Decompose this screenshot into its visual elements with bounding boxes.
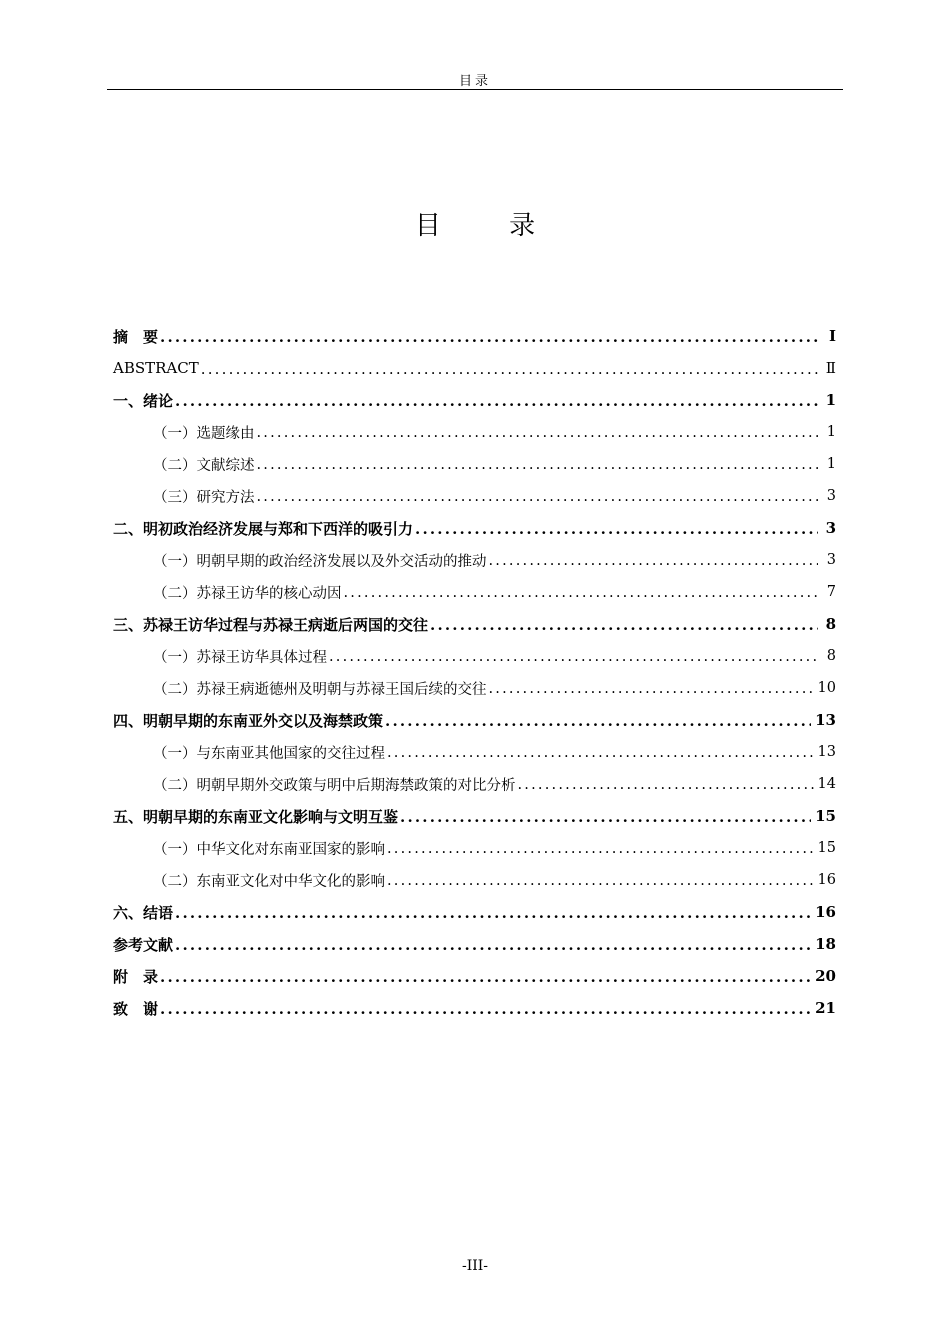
toc-leader-dots xyxy=(160,968,811,986)
toc-entry[interactable] xyxy=(113,960,836,992)
toc-entry-label: 摘 要 xyxy=(113,327,159,346)
toc-entry-label: （二）明朝早期外交政策与明中后期海禁政策的对比分析 xyxy=(153,777,516,794)
toc-entry-label: 五、明朝早期的东南亚文化影响与文明互鉴 xyxy=(113,807,399,826)
toc-entry[interactable] xyxy=(113,640,836,672)
toc-entry-page: 8 xyxy=(826,648,836,664)
toc-entry-page: 8 xyxy=(825,615,836,633)
toc-entry[interactable] xyxy=(113,608,836,640)
toc-leader-dots xyxy=(385,712,811,730)
toc-entry[interactable] xyxy=(113,320,836,352)
toc-leader-dots xyxy=(518,777,814,793)
toc-entry-label: （二）东南亚文化对中华文化的影响 xyxy=(153,873,385,890)
toc-entry-label: （一）明朝早期的政治经济发展以及外交活动的推动 xyxy=(153,553,487,570)
toc-entry[interactable] xyxy=(113,384,836,416)
toc-entry-label: 致 谢 xyxy=(113,999,159,1018)
running-header: 目录 xyxy=(458,74,491,89)
toc-leader-dots xyxy=(387,745,814,761)
toc-leader-dots xyxy=(201,360,818,378)
toc-leader-dots xyxy=(175,392,818,410)
toc-entry[interactable] xyxy=(113,672,836,704)
toc-entry-label: 四、明朝早期的东南亚外交以及海禁政策 xyxy=(113,711,384,730)
toc-entry-page: 13 xyxy=(815,711,836,729)
toc-leader-dots xyxy=(415,520,818,538)
toc-entry[interactable] xyxy=(113,992,836,1024)
toc-entry-label: （一）与东南亚其他国家的交往过程 xyxy=(153,745,385,762)
toc-entry-label: ABSTRACT xyxy=(113,359,199,377)
toc-leader-dots xyxy=(344,585,819,601)
toc-entry-label: 附 录 xyxy=(113,967,159,986)
toc-entry-page: 3 xyxy=(826,488,836,504)
toc-entry-page: 15 xyxy=(815,807,836,825)
toc-leader-dots xyxy=(257,457,819,473)
toc-entry[interactable] xyxy=(113,704,836,736)
toc-entry[interactable] xyxy=(113,480,836,512)
toc-entry[interactable] xyxy=(113,544,836,576)
table-of-contents xyxy=(113,320,836,1024)
toc-leader-dots xyxy=(329,649,818,665)
toc-entry-label: 二、明初政治经济发展与郑和下西洋的吸引力 xyxy=(113,519,414,538)
toc-entry[interactable] xyxy=(113,448,836,480)
toc-entry[interactable] xyxy=(113,352,836,384)
toc-entry-page: Ⅱ xyxy=(825,359,836,377)
toc-entry-label: （一）中华文化对东南亚国家的影响 xyxy=(153,841,385,858)
toc-leader-dots xyxy=(175,904,811,922)
page-title: 目 录 xyxy=(414,211,566,241)
toc-entry-label: （二）苏禄王访华的核心动因 xyxy=(153,585,342,602)
toc-entry[interactable] xyxy=(113,864,836,896)
toc-entry[interactable] xyxy=(113,800,836,832)
toc-entry-page: 16 xyxy=(817,872,836,888)
toc-entry-page: 20 xyxy=(815,967,836,985)
toc-entry[interactable] xyxy=(113,416,836,448)
toc-entry-page: 16 xyxy=(815,903,836,921)
header-divider xyxy=(107,89,843,90)
toc-entry-page: 21 xyxy=(815,999,836,1017)
toc-entry-page: 15 xyxy=(817,840,836,856)
toc-entry-label: （一）苏禄王访华具体过程 xyxy=(153,649,327,666)
toc-entry-page: 1 xyxy=(825,391,836,409)
toc-entry-label: 一、绪论 xyxy=(113,391,174,410)
toc-leader-dots xyxy=(160,328,818,346)
toc-leader-dots xyxy=(400,808,811,826)
toc-entry-label: （三）研究方法 xyxy=(153,489,255,506)
toc-leader-dots xyxy=(175,936,811,954)
toc-entry[interactable] xyxy=(113,832,836,864)
toc-entry[interactable] xyxy=(113,768,836,800)
toc-entry[interactable] xyxy=(113,512,836,544)
toc-entry-page: 18 xyxy=(815,935,836,953)
toc-leader-dots xyxy=(489,553,819,569)
toc-entry-page: Ⅰ xyxy=(828,327,836,345)
toc-entry-label: 参考文献 xyxy=(113,935,174,954)
toc-leader-dots xyxy=(257,489,819,505)
toc-entry-label: （二）文献综述 xyxy=(153,457,255,474)
toc-leader-dots xyxy=(160,1000,811,1018)
toc-leader-dots xyxy=(387,873,814,889)
toc-entry-label: （二）苏禄王病逝德州及明朝与苏禄王国后续的交往 xyxy=(153,681,487,698)
toc-entry-page: 7 xyxy=(826,584,836,600)
toc-entry-label: 六、结语 xyxy=(113,903,174,922)
toc-entry[interactable] xyxy=(113,576,836,608)
page-number: -III- xyxy=(461,1258,489,1274)
toc-leader-dots xyxy=(489,681,814,697)
toc-entry-page: 14 xyxy=(817,776,836,792)
toc-entry-page: 3 xyxy=(825,519,836,537)
toc-entry-page: 1 xyxy=(826,456,836,472)
toc-entry-page: 10 xyxy=(817,680,836,696)
toc-entry[interactable] xyxy=(113,928,836,960)
toc-entry[interactable] xyxy=(113,896,836,928)
toc-leader-dots xyxy=(387,841,814,857)
toc-entry[interactable] xyxy=(113,736,836,768)
toc-entry-page: 3 xyxy=(826,552,836,568)
toc-entry-label: （一）选题缘由 xyxy=(153,425,255,442)
toc-entry-page: 1 xyxy=(826,424,836,440)
toc-leader-dots xyxy=(257,425,819,441)
toc-entry-page: 13 xyxy=(817,744,836,760)
toc-entry-label: 三、苏禄王访华过程与苏禄王病逝后两国的交往 xyxy=(113,615,429,634)
toc-leader-dots xyxy=(430,616,818,634)
